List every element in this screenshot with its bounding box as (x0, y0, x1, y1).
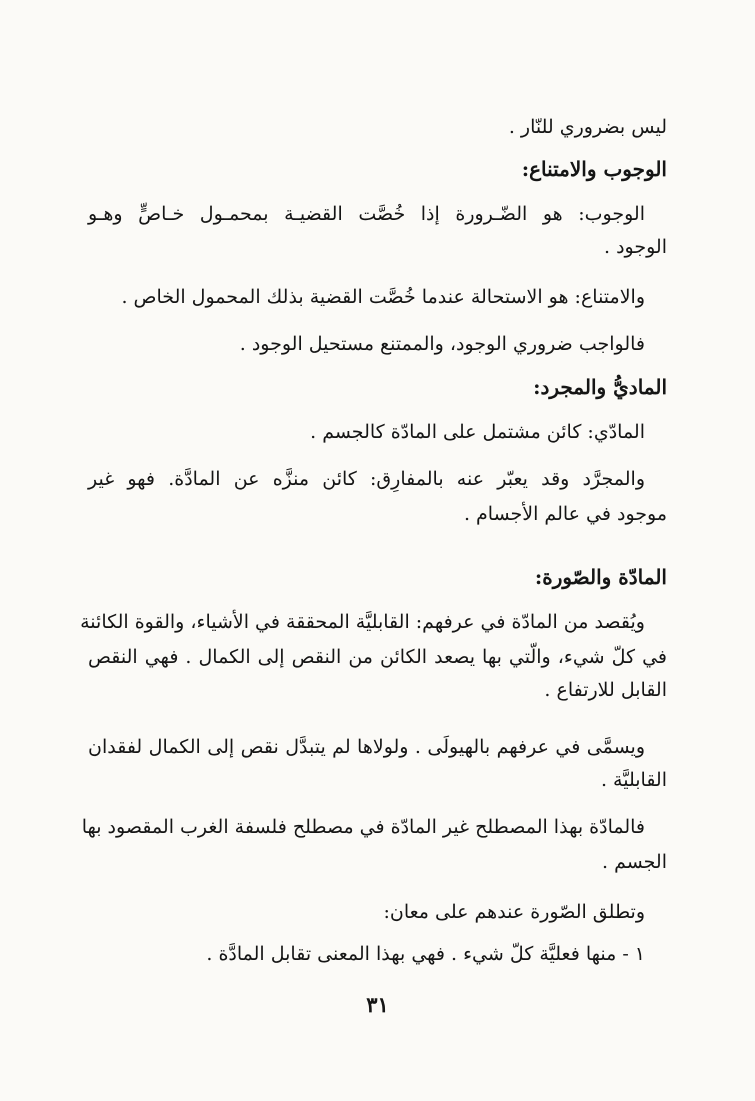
text-line: القابليَّة . (600, 769, 667, 791)
section-heading-material-abstract: الماديُّ والمجرد: (533, 375, 667, 399)
text-line: ويسمَّى في عرفهم بالهيولَى . ولولاها لم يتبدَّل نقص إلى الكمال لفقدان (88, 736, 645, 758)
text-line: ويُقصد من المادّة في عرفهم: القابليَّة المحققة في الأشياء، والقوة الكائنة (80, 611, 645, 633)
text-line: والامتناع: هو الاستحالة عندما خُصَّت القضية بذلك المحمول الخاص . (121, 286, 645, 308)
text-line: فالمادّة بهذا المصطلح غير المادّة في مصطلح فلسفة الغرب المقصود بها (81, 816, 645, 838)
text-line: ليس بضروري للنّار . (508, 116, 667, 138)
text-line: في كلّ شيء، والّتي بها يصعد الكائن من النقص إلى الكمال . فهي النقص (88, 646, 667, 668)
text-line: وتطلق الصّورة عندهم على معان: (383, 901, 645, 923)
text-line: الوجوب: هو الضّـرورة إذا خُصَّت القضيـة بمحمـول خـاصٍّ وهـو (88, 203, 645, 225)
text-line: والمجرَّد وقد يعبّر عنه بالمفارِق: كائن منزَّه عن المادَّة. فهو غير (88, 468, 645, 490)
section-heading-necessity-impossibility: الوجوب والامتناع: (521, 157, 667, 181)
text-line: فالواجب ضروري الوجود، والممتنع مستحيل الوجود . (239, 333, 645, 355)
text-line: الجسم . (601, 851, 667, 873)
text-line: ١ - منها فعليَّة كلّ شيء . فهي بهذا المعنى تقابل المادَّة . (206, 943, 645, 965)
page-number: ٣١ (366, 992, 389, 1017)
text-line: المادّي: كائن مشتمل على المادّة كالجسم . (310, 421, 645, 443)
text-line: موجود في عالم الأجسام . (463, 503, 667, 525)
text-line: القابل للارتفاع . (544, 679, 667, 701)
text-line: الوجود . (604, 236, 667, 258)
section-heading-matter-form: المادّة والصّورة: (534, 565, 667, 589)
